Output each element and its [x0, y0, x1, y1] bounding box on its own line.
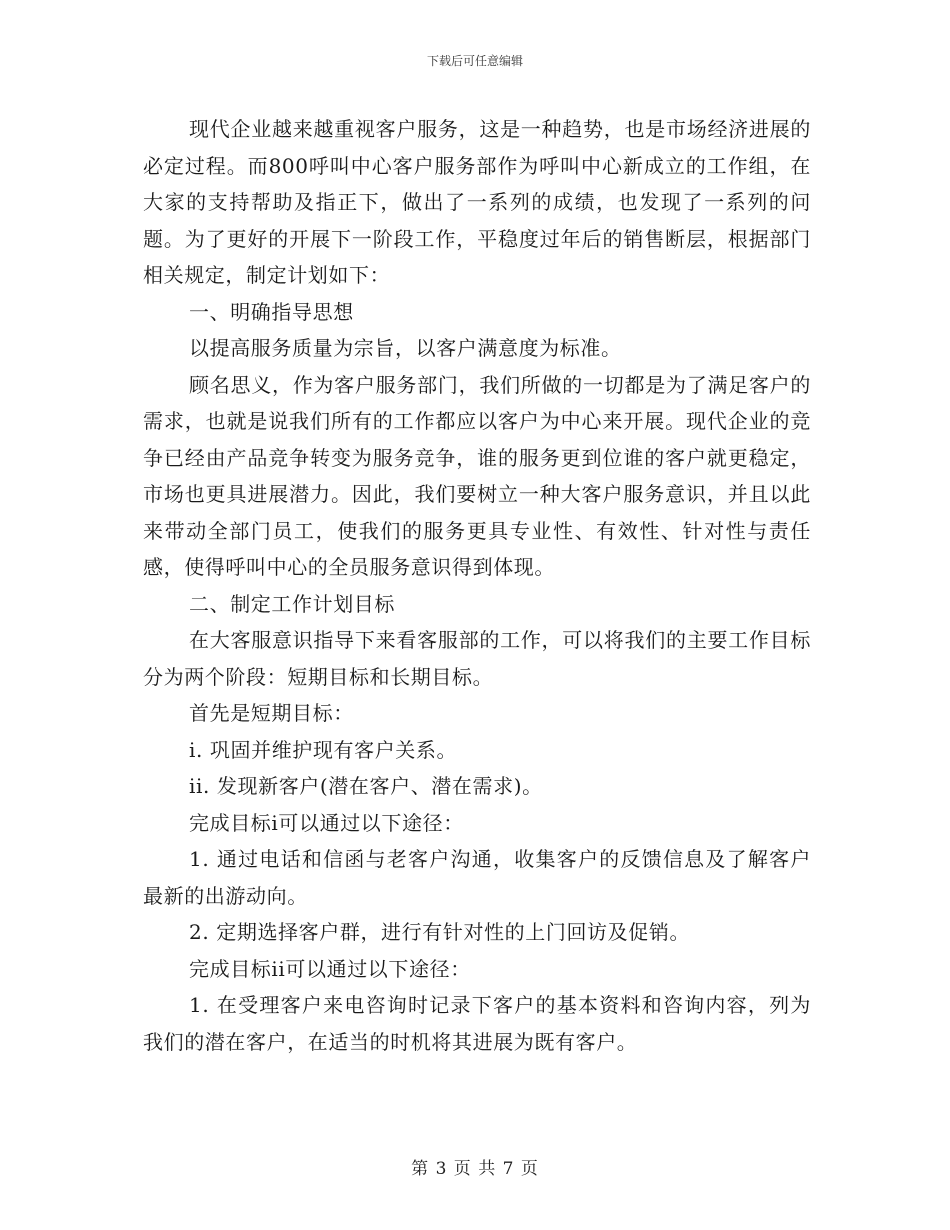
document-body — [143, 111, 811, 1060]
paragraph-intro: 现代企业越来越重视客户服务，这是一种趋势，也是市场经济进展的必定过程。而800呼叫中心客户服务部作为呼叫中心新成立的工作组，在大家的支持帮助及指正下，做出了一系列的成绩，也发现了一系列的问题。为了更好的开展下一阶段工作，平稳度过年后的销售断层，根据部门相关规定，制定计划如下： — [143, 117, 811, 287]
list-item: 1. 通过电话和信函与老客户沟通，收集客户的反馈信息及了解客户最新的出游动向。 — [143, 847, 811, 908]
page-header-note: 下载后可任意编辑 — [426, 54, 523, 68]
list-item: 1. 在受理客户来电咨询时记录下客户的基本资料和咨询内容，列为我们的潜在客户，在适当的时机将其进展为既有客户。 — [143, 993, 811, 1054]
list-item: ii. 发现新客户(潜在客户、潜在需求)。 — [189, 774, 543, 798]
paragraph: 首先是短期目标： — [189, 701, 354, 725]
list-item: 2. 定期选择客户群，进行有针对性的上门回访及促销。 — [189, 920, 691, 944]
paragraph: 顾名思义，作为客户服务部门，我们所做的一切都是为了满足客户的需求，也就是说我们所有的工作都应以客户为中心来开展。现代企业的竞争已经由产品竞争转变为服务竞争，谁的服务更到位谁的客户就更稳定，市场也更具进展潜力。因此，我们要树立一种大客户服务意识，并且以此来带动全部门员工，使我们的服务更具专业性、有效性、针对性与责任感，使得呼叫中心的全员服务意识得到体现。 — [143, 372, 811, 579]
section-heading-2: 二、制定工作计划目标 — [189, 591, 395, 616]
paragraph: 以提高服务质量为宗旨，以客户满意度为标准。 — [189, 336, 622, 360]
paragraph: 完成目标ii可以通过以下途径： — [189, 956, 471, 981]
paragraph: 在大客服意识指导下来看客服部的工作，可以将我们的主要工作目标分为两个阶段：短期目标和长期目标。 — [143, 628, 811, 689]
list-item: i. 巩固并维护现有客户关系。 — [189, 737, 458, 762]
paragraph: 完成目标i可以通过以下途径： — [189, 810, 464, 835]
page-number-footer: 第 3 页 共 7 页 — [411, 1159, 539, 1179]
section-heading-1: 一、明确指导思想 — [189, 299, 354, 324]
